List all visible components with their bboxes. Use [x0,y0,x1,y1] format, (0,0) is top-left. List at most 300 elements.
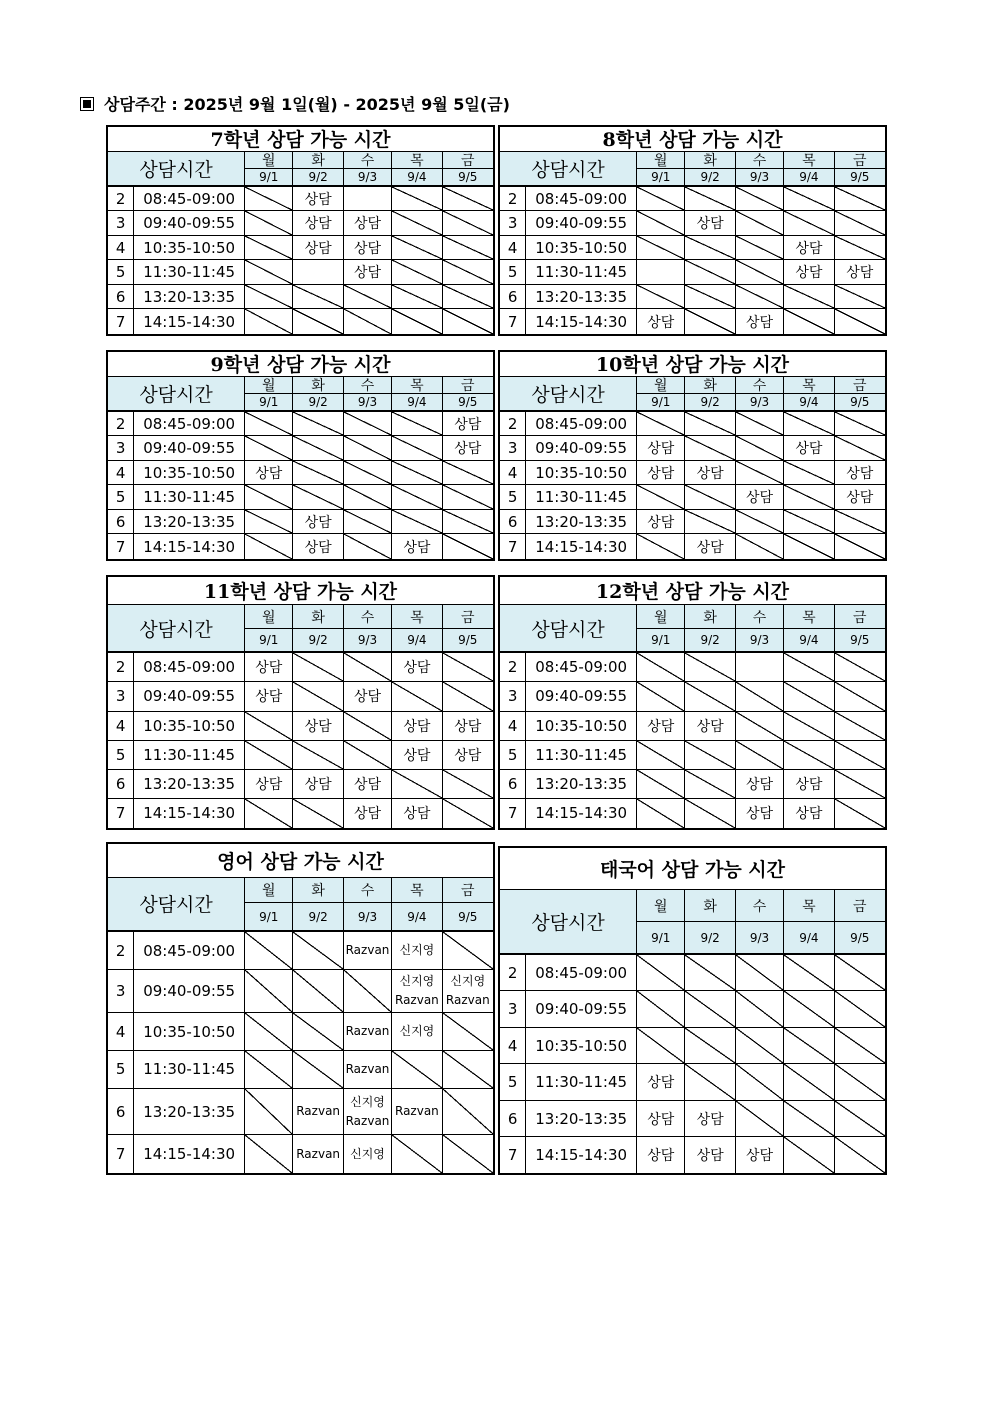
schedule-cell [736,653,784,682]
period-number: 3 [500,991,526,1028]
period-time: 08:45-09:00 [134,412,245,437]
schedule-cell: 상담 [344,211,392,236]
unavailable-cell [344,653,392,682]
day-header: 목 [392,878,442,904]
table-title: 태국어 상담 가능 시간 [500,848,885,890]
period-number: 3 [108,970,134,1013]
date-header: 9/4 [392,394,442,412]
day-header: 금 [443,152,493,170]
schedule-cell: Razvan [344,1051,392,1089]
unavailable-cell [293,932,343,970]
unavailable-cell [784,1137,834,1173]
schedule-table [106,125,495,336]
period-time: 14:15-14:30 [134,1135,245,1173]
period-time: 14:15-14:30 [134,309,245,334]
period-time: 11:30-11:45 [526,1064,637,1101]
table-title: 영어 상담 가능 시간 [108,844,493,878]
schedule-cell: 상담 [685,1101,735,1137]
period-number: 5 [500,485,526,510]
schedule-cell: 상담 [637,1137,685,1173]
period-time: 09:40-09:55 [526,436,637,461]
period-number: 2 [500,187,526,212]
unavailable-cell [637,770,685,799]
day-header: 금 [443,878,493,904]
schedule-cell: 상담 [293,712,343,741]
page-heading [80,92,510,115]
unavailable-cell [685,260,735,285]
unavailable-cell [835,1101,885,1137]
period-time: 11:30-11:45 [134,260,245,285]
day-header: 금 [443,605,493,629]
unavailable-cell [344,285,392,310]
date-header: 9/5 [835,169,885,187]
counselor-name: Razvan [345,1113,390,1128]
unavailable-cell [293,461,343,486]
unavailable-cell [685,510,735,535]
period-time: 08:45-09:00 [526,955,637,991]
unavailable-cell [784,412,834,437]
time-header-label: 상담시간 [500,605,637,653]
unavailable-cell [835,187,885,212]
period-time: 11:30-11:45 [526,485,637,510]
unavailable-cell [392,682,442,711]
unavailable-cell [293,285,343,310]
unavailable-cell [245,285,293,310]
unavailable-cell [637,741,685,770]
period-time: 14:15-14:30 [526,534,637,559]
time-header-label: 상담시간 [500,152,637,187]
time-header-label: 상담시간 [108,878,245,932]
day-header: 월 [245,605,293,629]
period-number: 3 [108,211,134,236]
unavailable-cell [245,741,293,770]
schedule-cell: 상담 [835,260,885,285]
date-header: 9/3 [736,629,784,653]
schedule-cell: 상담 [685,534,735,559]
period-time: 09:40-09:55 [134,682,245,711]
schedule-cell: 상담 [392,653,442,682]
unavailable-cell [784,285,834,310]
unavailable-cell [835,1028,885,1064]
unavailable-cell [392,1135,442,1173]
day-header: 월 [637,605,685,629]
unavailable-cell [443,1089,493,1135]
counselor-name: Razvan [445,993,490,1008]
schedule-cell: 상담 [637,510,685,535]
period-number: 5 [500,741,526,770]
unavailable-cell [835,712,885,741]
schedule-cell: 상담 [293,770,343,799]
unavailable-cell [443,187,493,212]
day-header: 수 [344,377,392,395]
schedule-cell: 상담 [293,236,343,261]
period-number: 7 [500,534,526,559]
period-time: 11:30-11:45 [526,741,637,770]
unavailable-cell [293,970,343,1013]
counselor-name: 신지영 [399,974,435,989]
unavailable-cell [443,534,493,559]
schedule-table [498,575,887,830]
period-time: 13:20-13:35 [134,285,245,310]
unavailable-cell [835,510,885,535]
schedule-cell: 상담 [443,712,493,741]
day-header: 월 [245,878,293,904]
period-number: 2 [108,187,134,212]
unavailable-cell [784,309,834,334]
schedule-table [498,125,887,336]
day-header: 목 [784,890,834,922]
day-header: 화 [685,152,735,170]
unavailable-cell [685,1064,735,1101]
date-header: 9/1 [245,903,293,932]
unavailable-cell [344,436,392,461]
period-number: 3 [500,211,526,236]
period-time: 14:15-14:30 [526,799,637,828]
period-time: 10:35-10:50 [526,461,637,486]
schedule-cell: 상담 [736,1137,784,1173]
period-time: 09:40-09:55 [526,211,637,236]
unavailable-cell [245,1135,293,1173]
day-header: 금 [835,605,885,629]
period-number: 6 [500,770,526,799]
period-number: 6 [500,1101,526,1137]
unavailable-cell [736,285,784,310]
unavailable-cell [245,510,293,535]
unavailable-cell [685,799,735,828]
period-number: 7 [108,309,134,334]
unavailable-cell [736,187,784,212]
period-time: 09:40-09:55 [134,436,245,461]
date-header: 9/4 [784,169,834,187]
period-time: 14:15-14:30 [526,1137,637,1173]
unavailable-cell [685,285,735,310]
schedule-cell: 신지영 [392,932,442,970]
unavailable-cell [784,991,834,1028]
period-time: 10:35-10:50 [134,712,245,741]
unavailable-cell [835,412,885,437]
unavailable-cell [443,309,493,334]
day-header: 금 [835,152,885,170]
day-header: 수 [736,377,784,395]
unavailable-cell [685,412,735,437]
schedule-cell: 상담 [685,712,735,741]
schedule-cell: 상담 [835,461,885,486]
unavailable-cell [784,1028,834,1064]
schedule-cell: 상담 [784,236,834,261]
counselor-name: 신지영 [350,1094,385,1109]
unavailable-cell [685,309,735,334]
unavailable-cell [392,309,442,334]
schedule-cell: 상담 [685,1137,735,1173]
unavailable-cell [443,1051,493,1089]
unavailable-cell [392,436,442,461]
schedule-cell: 상담 [736,770,784,799]
period-number: 4 [500,236,526,261]
counselor-name: 신지영 [450,974,486,989]
schedule-cell: 상담 [392,741,442,770]
date-header: 9/5 [835,629,885,653]
unavailable-cell [685,991,735,1028]
schedule-cell: 상담 [344,799,392,828]
unavailable-cell [637,211,685,236]
unavailable-cell [245,1051,293,1089]
unavailable-cell [637,955,685,991]
schedule-cell: 상담 [443,436,493,461]
schedule-cell [443,970,493,1013]
schedule-cell: Razvan [293,1135,343,1173]
unavailable-cell [784,187,834,212]
date-header: 9/2 [685,394,735,412]
unavailable-cell [245,485,293,510]
day-header: 금 [443,377,493,395]
schedule-cell [344,1089,392,1135]
period-time: 10:35-10:50 [134,236,245,261]
date-header: 9/3 [736,922,784,955]
period-time: 11:30-11:45 [134,741,245,770]
period-number: 7 [500,1137,526,1173]
period-number: 4 [500,712,526,741]
unavailable-cell [835,236,885,261]
unavailable-cell [637,1028,685,1064]
unavailable-cell [392,1051,442,1089]
schedule-cell: 상담 [685,461,735,486]
unavailable-cell [835,991,885,1028]
unavailable-cell [392,236,442,261]
date-header: 9/5 [443,394,493,412]
period-time: 14:15-14:30 [526,309,637,334]
date-header: 9/2 [685,169,735,187]
unavailable-cell [685,485,735,510]
period-number: 5 [500,1064,526,1101]
table-title: 7학년 상담 가능 시간 [108,127,493,152]
unavailable-cell [443,260,493,285]
period-time: 10:35-10:50 [134,1013,245,1051]
period-number: 7 [108,534,134,559]
period-time: 09:40-09:55 [134,970,245,1013]
date-header: 9/4 [784,922,834,955]
unavailable-cell [736,260,784,285]
unavailable-cell [392,485,442,510]
schedule-cell: 신지영 [344,1135,392,1173]
time-header-label: 상담시간 [108,152,245,187]
table-title: 11학년 상담 가능 시간 [108,577,493,605]
day-header: 금 [835,890,885,922]
unavailable-cell [245,211,293,236]
period-number: 4 [108,712,134,741]
unavailable-cell [443,932,493,970]
period-number: 2 [500,653,526,682]
unavailable-cell [293,412,343,437]
table-title: 10학년 상담 가능 시간 [500,352,885,377]
schedule-cell: 상담 [637,309,685,334]
unavailable-cell [245,236,293,261]
unavailable-cell [637,682,685,711]
period-number: 5 [500,260,526,285]
schedule-cell: 상담 [293,211,343,236]
schedule-cell: 상담 [245,770,293,799]
unavailable-cell [344,412,392,437]
period-number: 5 [108,741,134,770]
unavailable-cell [736,510,784,535]
unavailable-cell [835,211,885,236]
unavailable-cell [784,534,834,559]
schedule-table [106,350,495,561]
unavailable-cell [736,955,784,991]
unavailable-cell [685,653,735,682]
period-number: 4 [500,461,526,486]
date-header: 9/4 [392,903,442,932]
period-number: 3 [500,682,526,711]
unavailable-cell [245,932,293,970]
unavailable-cell [637,412,685,437]
unavailable-cell [443,799,493,828]
unavailable-cell [835,534,885,559]
schedule-cell: 상담 [443,741,493,770]
unavailable-cell [637,236,685,261]
unavailable-cell [784,712,834,741]
unavailable-cell [784,510,834,535]
day-header: 목 [392,377,442,395]
day-header: 화 [685,605,735,629]
date-header: 9/1 [637,169,685,187]
schedule-cell: 상담 [637,1064,685,1101]
schedule-cell: 상담 [835,485,885,510]
unavailable-cell [293,1051,343,1089]
counselor-name: Razvan [395,993,439,1008]
unavailable-cell [443,211,493,236]
date-header: 9/1 [637,629,685,653]
unavailable-cell [245,260,293,285]
unavailable-cell [784,1101,834,1137]
unavailable-cell [344,510,392,535]
date-header: 9/5 [835,922,885,955]
day-header: 화 [293,377,343,395]
period-time: 10:35-10:50 [526,236,637,261]
unavailable-cell [245,187,293,212]
period-time: 08:45-09:00 [526,187,637,212]
unavailable-cell [736,1101,784,1137]
schedule-table [498,846,887,1175]
unavailable-cell [344,309,392,334]
day-header: 목 [784,152,834,170]
day-header: 화 [685,890,735,922]
unavailable-cell [344,461,392,486]
schedule-cell [392,970,442,1013]
unavailable-cell [736,1028,784,1064]
unavailable-cell [245,534,293,559]
unavailable-cell [392,412,442,437]
unavailable-cell [245,712,293,741]
unavailable-cell [736,534,784,559]
date-header: 9/1 [637,922,685,955]
day-header: 수 [344,605,392,629]
schedule-cell: 상담 [392,712,442,741]
unavailable-cell [443,1013,493,1051]
period-time: 09:40-09:55 [134,211,245,236]
unavailable-cell [637,653,685,682]
schedule-cell: 상담 [736,485,784,510]
unavailable-cell [685,682,735,711]
unavailable-cell [392,770,442,799]
unavailable-cell [685,955,735,991]
schedule-cell: 상담 [293,187,343,212]
table-title: 9학년 상담 가능 시간 [108,352,493,377]
unavailable-cell [637,534,685,559]
schedule-cell: 상담 [293,510,343,535]
unavailable-cell [736,236,784,261]
period-number: 3 [500,436,526,461]
unavailable-cell [344,970,392,1013]
date-header: 9/3 [344,903,392,932]
day-header: 화 [293,605,343,629]
schedule-cell: 상담 [637,436,685,461]
unavailable-cell [736,412,784,437]
unavailable-cell [392,187,442,212]
unavailable-cell [835,799,885,828]
period-time: 10:35-10:50 [134,461,245,486]
date-header: 9/1 [245,629,293,653]
period-time: 08:45-09:00 [134,653,245,682]
unavailable-cell [736,461,784,486]
unavailable-cell [784,653,834,682]
unavailable-cell [784,682,834,711]
period-time: 13:20-13:35 [526,770,637,799]
period-number: 6 [108,770,134,799]
unavailable-cell [736,991,784,1028]
unavailable-cell [637,799,685,828]
day-header: 화 [293,878,343,904]
schedule-cell: 상담 [784,770,834,799]
schedule-table [498,350,887,561]
period-time: 10:35-10:50 [526,712,637,741]
period-number: 6 [108,510,134,535]
day-header: 월 [637,377,685,395]
unavailable-cell [392,211,442,236]
period-time: 11:30-11:45 [134,485,245,510]
unavailable-cell [245,1013,293,1051]
schedule-cell: 신지영 [392,1013,442,1051]
schedule-cell: Razvan [344,932,392,970]
unavailable-cell [736,741,784,770]
schedule-cell [344,187,392,212]
date-header: 9/5 [835,394,885,412]
date-header: 9/5 [443,903,493,932]
unavailable-cell [685,741,735,770]
unavailable-cell [443,236,493,261]
period-time: 09:40-09:55 [526,991,637,1028]
unavailable-cell [835,770,885,799]
unavailable-cell [835,741,885,770]
schedule-table [106,575,495,830]
unavailable-cell [784,1064,834,1101]
schedule-cell: 상담 [245,653,293,682]
unavailable-cell [685,436,735,461]
date-header: 9/3 [344,629,392,653]
schedule-cell: 상담 [344,682,392,711]
day-header: 화 [293,152,343,170]
unavailable-cell [685,770,735,799]
period-number: 7 [108,799,134,828]
unavailable-cell [245,309,293,334]
day-header: 금 [835,377,885,395]
schedule-cell: 상담 [443,412,493,437]
day-header: 화 [685,377,735,395]
unavailable-cell [637,285,685,310]
schedule-cell: 상담 [637,712,685,741]
unavailable-cell [293,653,343,682]
period-time: 13:20-13:35 [526,1101,637,1137]
unavailable-cell [443,682,493,711]
